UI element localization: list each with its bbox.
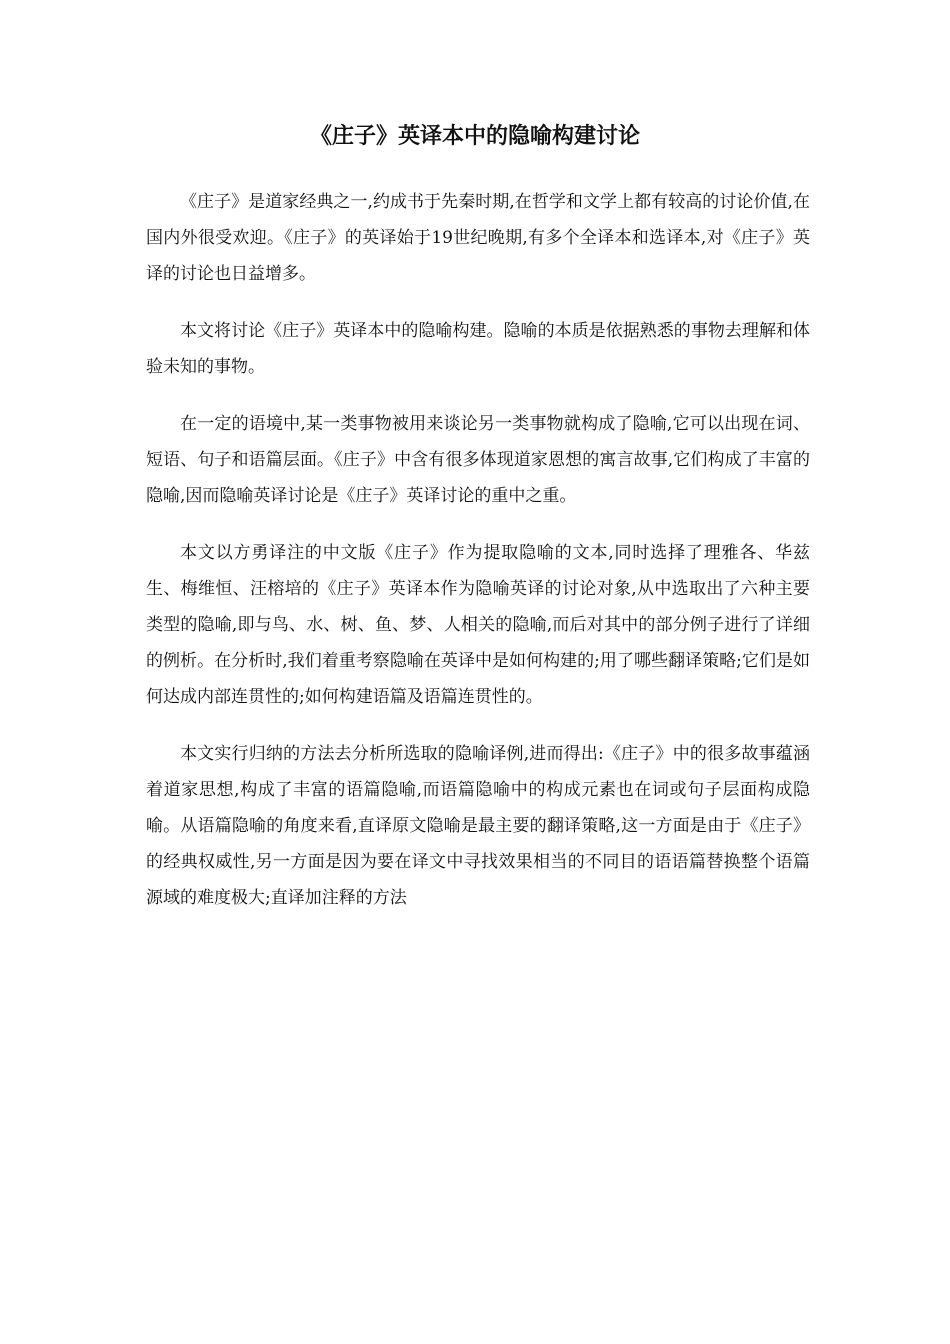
paragraph-5: 本文实行归纳的方法去分析所选取的隐喻译例,进而得出:《庄子》中的很多故事蕴涵着道家思想,构成了丰富的语篇隐喻,而语篇隐喻中的构成元素也在词或句子层面构成隐喻。从语篇隐喻的角度来看,直译原文隐喻是最主要的翻译策略,这一方面是由于《庄子》的经典权威性,另一方面是因为要在译文中寻找效果相当的不同目的语语篇替换整个语篇源域的难度极大;直译加注释的方法	[146, 744, 810, 908]
document-body	[146, 184, 810, 916]
paragraph-1: 《庄子》是道家经典之一,约成书于先秦时期,在哲学和文学上都有较高的讨论价值,在国内外很受欢迎。《庄子》的英译始于19世纪晚期,有多个全译本和选译本,对《庄子》英译的讨论也日益增多。	[146, 192, 810, 284]
paragraph-4: 本文以方勇译注的中文版《庄子》作为提取隐喻的文本,同时选择了理雅各、华兹生、梅维恒、汪榕培的《庄子》英译本作为隐喻英译的讨论对象,从中选取出了六种主要类型的隐喻,即与鸟、水、树、鱼、梦、人相关的隐喻,而后对其中的部分例子进行了详细的例析。在分析时,我们着重考察隐喻在英译中是如何构建的;用了哪些翻译策略;它们是如何达成内部连贯性的;如何构建语篇及语篇连贯性的。	[146, 543, 810, 707]
document-title: 《庄子》英译本中的隐喻构建讨论	[309, 124, 640, 149]
paragraph-2: 本文将讨论《庄子》英译本中的隐喻构建。隐喻的本质是依据熟悉的事物去理解和体验未知的事物。	[146, 321, 810, 377]
paragraph-3: 在一定的语境中,某一类事物被用来谈论另一类事物就构成了隐喻,它可以出现在词、短语、句子和语篇层面。《庄子》中含有很多体现道家恩想的寓言故事,它们构成了丰富的隐喻,因而隐喻英译讨论是《庄子》英译讨论的重中之重。	[146, 414, 810, 506]
